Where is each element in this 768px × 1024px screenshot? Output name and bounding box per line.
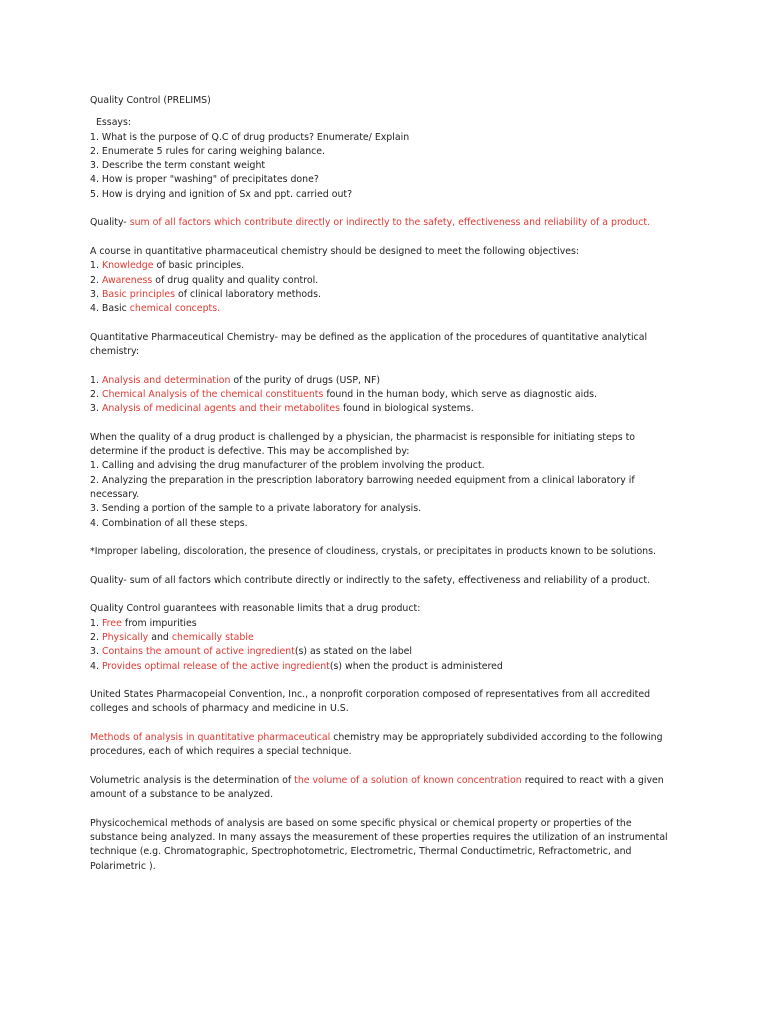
- physico-paragraph: substance being analyzed. In many assays the measurement of these properties requires the utilization of an instrumental: [90, 832, 668, 844]
- objective-item: 3. Basic principles of clinical laboratory methods.: [90, 288, 321, 300]
- qpc-item: 3. Analysis of medicinal agents and their metabolites found in biological systems.: [90, 403, 474, 415]
- qc-item: 2. Physically and chemically stable: [90, 631, 254, 643]
- physico-paragraph: technique (e.g. Chromatographic, Spectrophotometric, Electrometric, Thermal Conductimetric, Refractometric, and: [90, 846, 632, 858]
- qpc-item: 2. Chemical Analysis of the chemical constituents found in the human body, which serve as diagnostic aids.: [90, 388, 598, 400]
- qc-item: 4. Provides optimal release of the active ingredient(s) when the product is administered: [90, 660, 503, 672]
- essay-item: 1. What is the purpose of Q.C of drug products? Enumerate/ Explain: [90, 131, 410, 143]
- objective-item: 1. Knowledge of basic principles.: [90, 260, 245, 272]
- challenge-step: 2. Analyzing the preparation in the prescription laboratory barrowing needed equipment from a clinical laboratory if: [90, 474, 635, 486]
- objective-item: 4. Basic chemical concepts.: [90, 303, 221, 315]
- qpc-definition: Quantitative Pharmaceutical Chemistry- may be defined as the application of the procedures of quantitative analytical: [90, 331, 648, 343]
- improper-note: *Improper labeling, discoloration, the presence of cloudiness, crystals, or precipitates in products known to be solutions.: [90, 546, 656, 558]
- qpc-definition-cont: chemistry:: [90, 346, 140, 358]
- quality-definition-text: sum of all factors which contribute directly or indirectly to the safety, effectiveness and reliability of a product.: [129, 217, 651, 229]
- qc-guarantee-intro: Quality Control guarantees with reasonable limits that a drug product:: [90, 603, 421, 615]
- essay-item: 5. How is drying and ignition of Sx and ppt. carried out?: [90, 188, 353, 200]
- essay-item: 2. Enumerate 5 rules for caring weighing balance.: [90, 145, 326, 157]
- methods-paragraph: Methods of analysis in quantitative pharmaceutical chemistry may be appropriately subdivided according to the following: [90, 732, 663, 744]
- physico-paragraph: Polarimetric ).: [90, 860, 156, 872]
- challenge-step: necessary.: [90, 489, 140, 501]
- physico-paragraph: Physicochemical methods of analysis are based on some specific physical or chemical property or properties of the: [90, 817, 632, 829]
- qc-item: 1. Free from impurities: [90, 617, 197, 629]
- essays-heading: Essays:: [96, 117, 132, 129]
- quality-term: Quality-: [90, 217, 130, 229]
- quality-definition-repeat: Quality- sum of all factors which contribute directly or indirectly to the safety, effectiveness and reliability of a product.: [90, 574, 651, 586]
- essay-item: 4. How is proper "washing" of precipitates done?: [90, 174, 319, 186]
- qpc-item: 1. Analysis and determination of the purity of drugs (USP, NF): [90, 374, 381, 386]
- usp-paragraph: United States Pharmacopeial Convention, Inc., a nonprofit corporation composed of representatives from all accredited: [90, 689, 651, 701]
- usp-paragraph-cont: colleges and schools of pharmacy and medicine in U.S.: [90, 703, 349, 715]
- qc-item: 3. Contains the amount of active ingredient(s) as stated on the label: [90, 646, 413, 658]
- challenge-paragraph: determine if the product is defective. This may be accomplished by:: [90, 446, 410, 458]
- challenge-step: 1. Calling and advising the drug manufacturer of the problem involving the product.: [90, 460, 485, 472]
- methods-paragraph-cont: procedures, each of which requires a special technique.: [90, 746, 352, 758]
- essay-item: 3. Describe the term constant weight: [90, 160, 266, 172]
- objective-item: 2. Awareness of drug quality and quality control.: [90, 274, 319, 286]
- volumetric-paragraph: Volumetric analysis is the determination of the volume of a solution of known concentration required to react with a given: [90, 774, 664, 786]
- challenge-step: 4. Combination of all these steps.: [90, 517, 248, 529]
- course-intro: A course in quantitative pharmaceutical chemistry should be designed to meet the following objectives:: [90, 245, 580, 257]
- volumetric-paragraph-cont: amount of a substance to be analyzed.: [90, 789, 274, 801]
- challenge-paragraph: When the quality of a drug product is challenged by a physician, the pharmacist is responsible for initiating steps to: [90, 431, 636, 443]
- quality-definition: [90, 216, 710, 230]
- document-page: [90, 94, 710, 874]
- document-title: Quality Control (PRELIMS): [90, 95, 211, 106]
- challenge-step: 3. Sending a portion of the sample to a private laboratory for analysis.: [90, 503, 422, 515]
